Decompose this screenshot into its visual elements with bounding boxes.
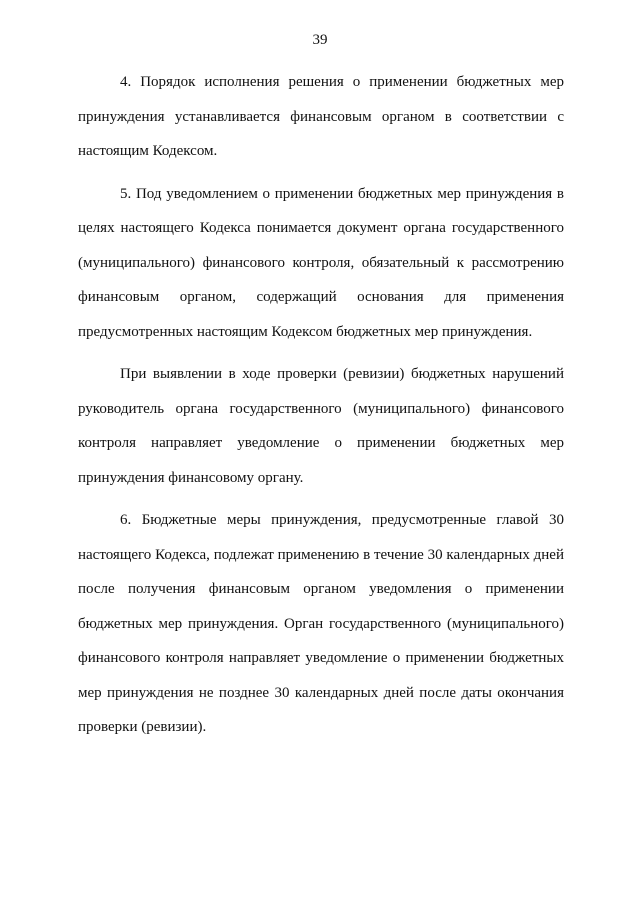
paragraph-violations-notice: При выявлении в ходе проверки (ревизии) бюджетных нарушений руководитель органа государственного (муниципального) финансового контроля направляет уведомление о применении бюджетных мер принуждения финансовому органу. <box>78 366 564 486</box>
paragraph-item-5: 5. Под уведомлением о применении бюджетных мер принуждения в целях настоящего Кодекса понимается документ органа государственного (муниципального) финансового контроля, обязательный к рассмотрению финансовым органом, содержащий основания для применения предусмотренных настоящим Кодексом бюджетных мер принуждения. <box>78 185 564 340</box>
paragraph-item-4: 4. Порядок исполнения решения о применении бюджетных мер принуждения устанавливается финансовым органом в соответствии с настоящим Кодексом. <box>78 74 564 159</box>
document-body <box>78 65 564 753</box>
page-number: 39 <box>312 32 328 48</box>
paragraph-item-6: 6. Бюджетные меры принуждения, предусмотренные главой 30 настоящего Кодекса, подлежат применению в течение 30 календарных дней после получения финансовым органом уведомления о применении бюджетных мер принуждения. Орган государственного (муниципального) финансового контроля направляет уведомление о применении бюджетных мер принуждения не позднее 30 календарных дней после даты окончания проверки (ревизии). <box>78 512 564 735</box>
